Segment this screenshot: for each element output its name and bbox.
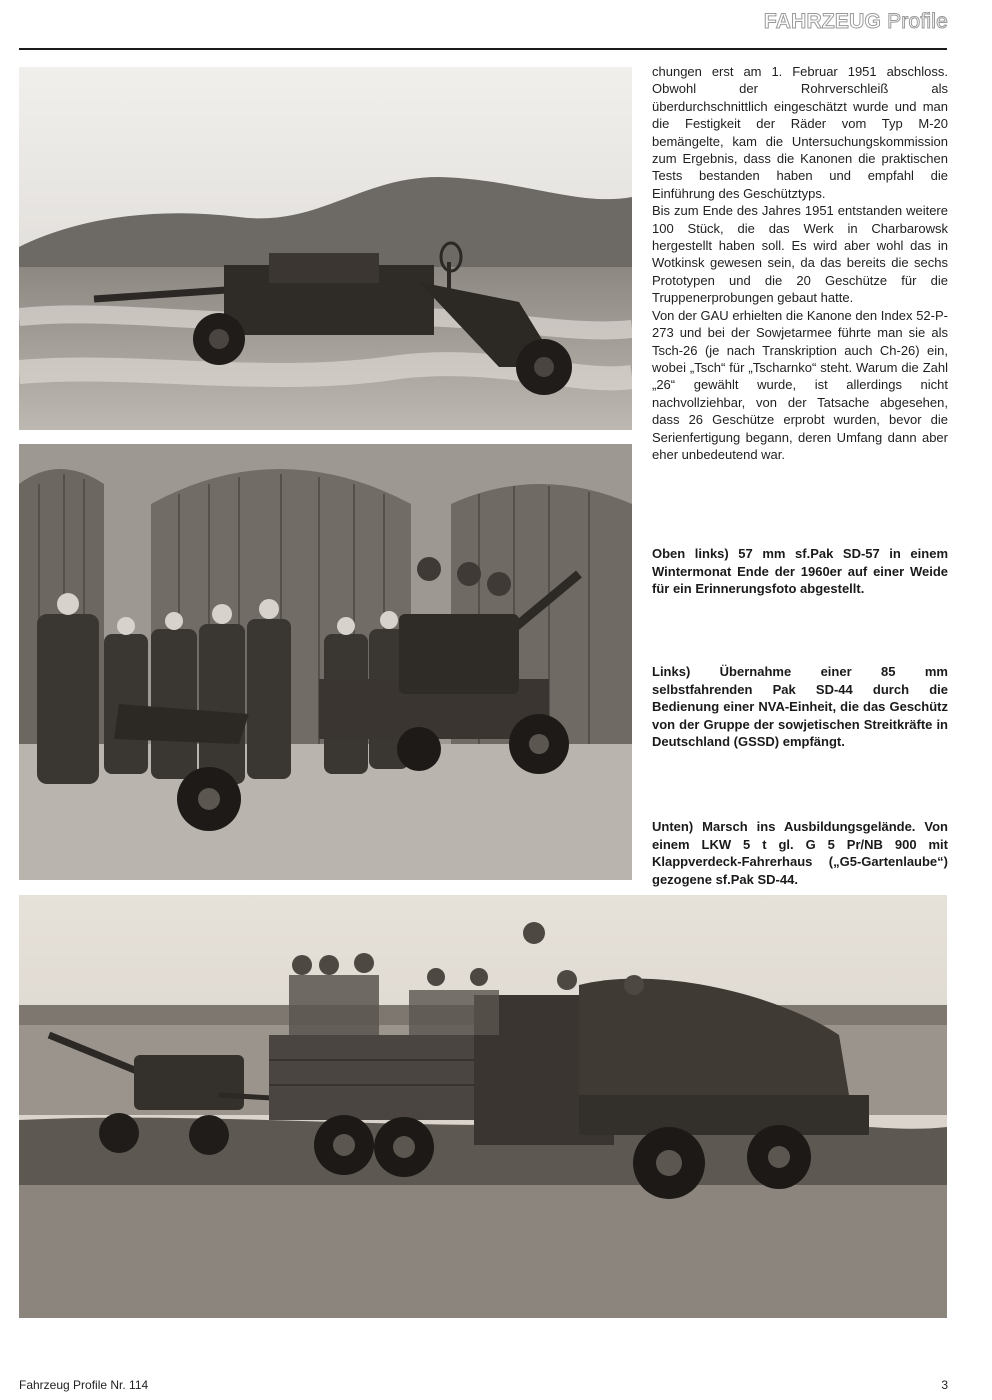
caption-top-left-photo: Oben links) 57 mm sf.Pak SD-57 in einem Wintermonat Ende der 1960er auf einer Weide für ein Erinnerungsfoto abgestellt. — [652, 546, 948, 597]
photo-sd44-handover-crew — [19, 444, 632, 880]
body-paragraph: chungen erst am 1. Februar 1951 abschloss. Obwohl der Rohrverschleiß als überdurchschnittlich eingeschätzt wurde und man die Festigkeit der Räder vom Typ M-20 bemängelte, kam die Untersuchungskommission zum Ergebnis, dass die Kanonen die praktischen Tests bestanden haben und empfahl die Einführung des Geschütztyps. — [652, 64, 948, 201]
footer-page-number: 3 — [941, 1378, 948, 1392]
header-title-light: Profile — [887, 10, 948, 33]
caption-left-photo: Links) Übernahme einer 85 mm selbstfahrenden Pak SD-44 durch die Bedienung einer NVA-Einheit, die das Geschütz von der Gruppe der sowjetischen Streitkräfte in Deutschland (GSSD) empfängt. — [652, 664, 948, 750]
running-header — [764, 10, 948, 34]
photo-g5-truck-towing-sd44 — [19, 895, 947, 1318]
header-title-bold: FAHRZEUG — [763, 10, 882, 33]
body-paragraph: Bis zum Ende des Jahres 1951 entstanden weitere 100 Stück, die das Werk in Charbarowsk hergestellt haben soll. Es wird aber wohl das in Wotkinsk gewesen sein, da das bereits die sechs Prototypen und die 20 Geschütze für die Truppenerprobungen gebaut hatte. — [652, 203, 948, 306]
article-body — [652, 63, 948, 463]
footer-publication: Fahrzeug Profile Nr. 114 — [19, 1378, 149, 1392]
caption-bottom-photo: Unten) Marsch ins Ausbildungsgelände. Von einem LKW 5 t gl. G 5 Pr/NB 900 mit Klappverdeck-Fahrerhaus („G5-Gartenlaube“) gezogene sf.Pak SD-44. — [652, 819, 948, 887]
body-paragraph: Von der GAU erhielten die Kanone den Index 52-P-273 und bei der Sowjetarmee führte man sie als Tsch-26 (je nach Transkription auch Ch-26) ein, wobei „Tsch“ für „Tscharnko“ steht. Warum die Zahl „26“ gewählt wurde, ist allerdings nicht nachvollziehbar, von der Tatsache abgesehen, dass 26 Geschütze erprobt wurden, bevor die Serienfertigung begann, deren Umfang dann aber eher unbedeutend war. — [652, 307, 948, 462]
photo-sd57-winter-field — [19, 67, 632, 430]
header-rule — [19, 48, 947, 50]
